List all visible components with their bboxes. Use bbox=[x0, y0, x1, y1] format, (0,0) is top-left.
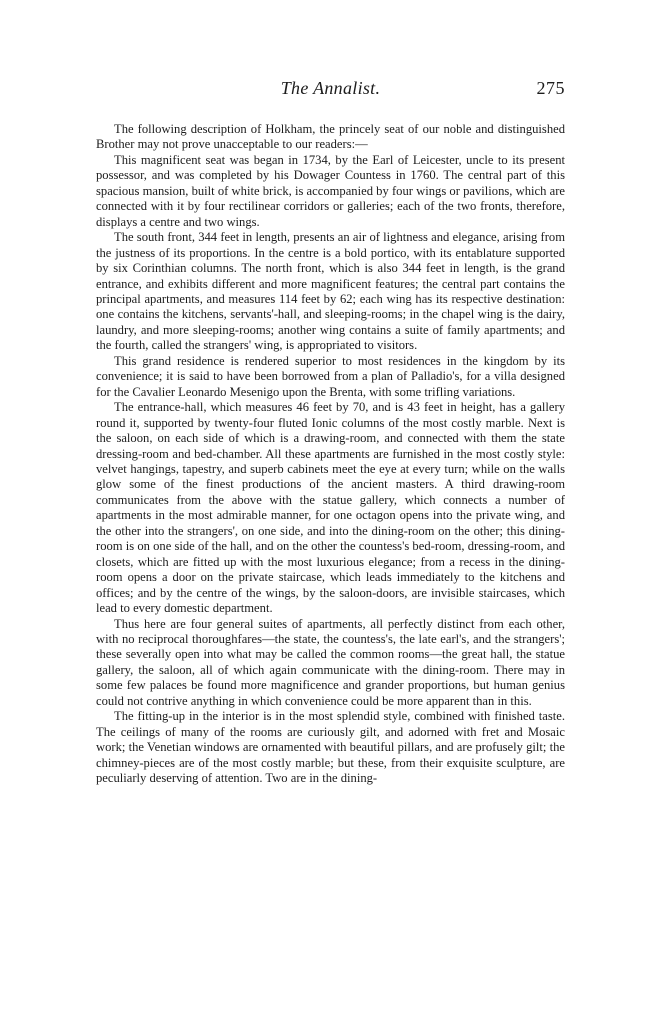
paragraph-interior: The fitting-up in the interior is in the most splendid style, combined with finished taste. The ceilings of many of the rooms are curiously gilt, and adorned with fret and Mosaic work; the Venetian windows are ornamented with beautiful pillars, and are profusely gilt; the chimney-pieces are of the most costly marble; but these, from their exquisite sculpture, are peculiarly deserving of attention. Two are in the dining- bbox=[96, 709, 565, 786]
body-text bbox=[96, 122, 565, 786]
page-number: 275 bbox=[536, 78, 565, 98]
running-head bbox=[96, 78, 565, 102]
paragraph-entrance-hall: The entrance-hall, which measures 46 feet by 70, and is 43 feet in height, has a gallery round it, supported by twenty-four fluted Ionic columns of the most costly marble. Next is the saloon, on each side of which is a drawing-room, and connected with them the state dressing-room and bed-chamber. All these apartments are furnished in the most costly style: velvet hangings, tapestry, and superb cabinets meet the eye at every turn; while on the walls glow some of the finest productions of the ancient masters. A third drawing-room communicates from the above with the statue gallery, which connects a number of apartments in the most admirable manner, for one octagon opens into the private wing, and the other into the strangers', on one side, and into the dining-room on the other; this dining-room is on one side of the hall, and on the other the countess's bed-room, dressing-room, and closets, which are fitted up with the most luxurious elegance; from a recess in the dining-room opens a door on the private staircase, which leads immediately to the kitchens and offices; and by the centre of the wings, by the saloon-doors, are invisible staircases, which lead to every domestic department. bbox=[96, 400, 565, 616]
running-title: The Annalist. bbox=[280, 78, 381, 98]
book-page bbox=[96, 78, 565, 786]
paragraph-suites: Thus here are four general suites of apartments, all perfectly distinct from each other, with no reciprocal thoroughfares—the state, the countess's, the late earl's, and the strangers'; these severally open into what may be called the common rooms—the great hall, the statue gallery, the saloon, all of which again communicate with the dining-room. There may in some few palaces be found more magnificence and grander proportions, but human genius could not contrive anything in which convenience could be more apparent than in this. bbox=[96, 616, 565, 708]
paragraph-intro: The following description of Holkham, the princely seat of our noble and distinguished Brother may not prove unacceptable to our readers:— bbox=[96, 122, 565, 152]
paragraph-convenience: This grand residence is rendered superior to most residences in the kingdom by its convenience; it is said to have been borrowed from a plan of Palladio's, for a villa designed for the Cavalier Leonardo Mesenigo upon the Brenta, with some trifling variations. bbox=[96, 353, 565, 399]
paragraph-fronts: The south front, 344 feet in length, presents an air of lightness and elegance, arising from the justness of its proportions. In the centre is a bold portico, with its entablature supported by six Corinthian columns. The north front, which is also 344 feet in length, is the grand entrance, and exhibits different and more magnificent features; the central part contains the principal apartments, and measures 114 feet by 62; each wing has its respective destination: one contains the kitchens, servants'-hall, and sleeping-rooms; in the chapel wing is the dairy, laundry, and more sleeping-rooms; another wing contains a suite of family apartments; and the fourth, called the strangers' wing, is appropriated to visitors. bbox=[96, 230, 565, 353]
paragraph-origin: This magnificent seat was began in 1734, by the Earl of Leicester, uncle to its present possessor, and was completed by his Dowager Countess in 1760. The central part of this spacious mansion, built of white brick, is accompanied by four wings or pavilions, which are connected with it by four rectilinear corridors or galleries; each of the two fronts, therefore, displays a centre and two wings. bbox=[96, 152, 565, 229]
